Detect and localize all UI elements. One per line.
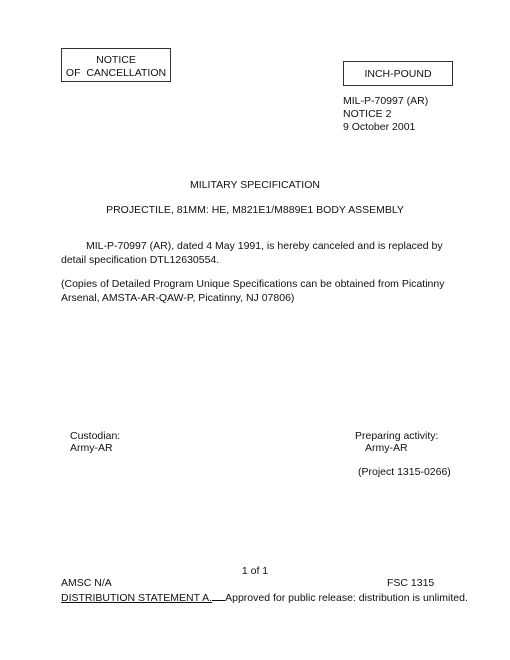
distribution-underline-gap [212, 590, 225, 601]
document-title: PROJECTILE, 81MM: HE, M821E1/M889E1 BODY ASSEMBLY [106, 204, 404, 216]
document-identifier [343, 95, 428, 134]
preparing-activity-label: Preparing activity: [355, 430, 439, 442]
fsc-code: FSC 1315 [387, 577, 435, 589]
document-number: MIL-P-70997 (AR) [343, 95, 429, 107]
amsc-code: AMSC N/A [61, 577, 112, 589]
notice-line-1: NOTICE [96, 54, 136, 66]
notice-date: 9 October 2001 [343, 121, 416, 134]
custodian-label: Custodian: [70, 430, 121, 442]
preparing-activity-value: Army-AR [365, 442, 408, 454]
distribution-statement [61, 590, 468, 605]
distribution-statement-text: Approved for public release: distribution is unlimited. [225, 592, 468, 604]
project-number: (Project 1315-0266) [358, 466, 451, 478]
cancellation-paragraph: MIL-P-70997 (AR), dated 4 May 1991, is hereby canceled and is replaced by detail specification DTL12630554. [61, 240, 443, 266]
custodian-value: Army-AR [70, 442, 113, 454]
document-type-heading: MILITARY SPECIFICATION [190, 179, 320, 191]
distribution-statement-label: DISTRIBUTION STATEMENT A. [61, 592, 213, 604]
page-number: 1 of 1 [241, 565, 269, 577]
inch-pound-label: INCH-POUND [364, 68, 432, 80]
notice-of-cancellation-box [61, 48, 171, 82]
notice-line-2: OF CANCELLATION [65, 66, 167, 79]
copies-paragraph: (Copies of Detailed Program Unique Specifications can be obtained from Picatinny Arsenal, AMSTA-AR-QAW-P, Picatinny, NJ 07806) [61, 278, 445, 304]
notice-number: NOTICE 2 [343, 108, 392, 121]
inch-pound-box [343, 61, 453, 86]
